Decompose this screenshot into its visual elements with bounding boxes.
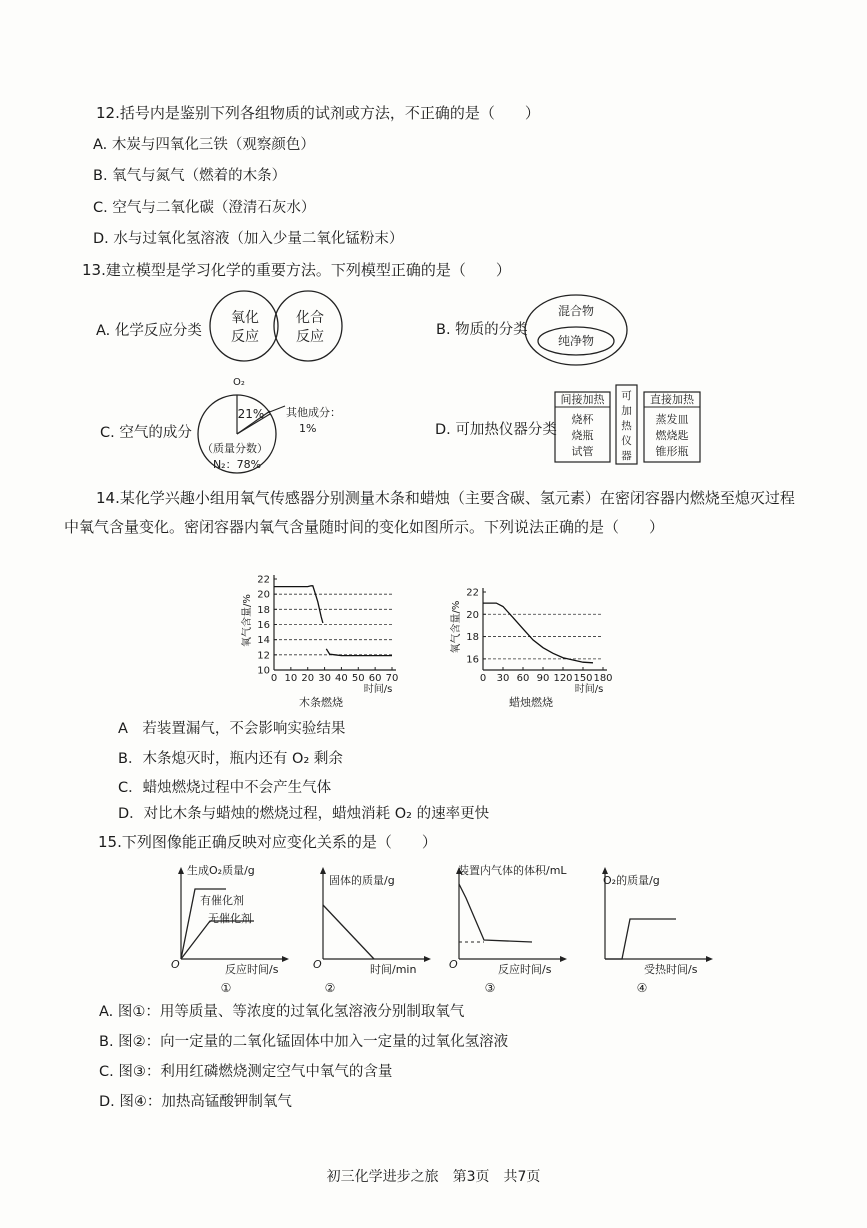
x-tick-label-10: 10: [284, 673, 298, 684]
y-tick-label-14: 14: [257, 635, 270, 647]
q14-option-d: D．对比木条与蜡烛的燃烧过程，蜡烛消耗 O₂ 的速率更快: [118, 806, 490, 822]
graph1-origin: O: [171, 958, 180, 971]
x-tick-label-30: 30: [496, 673, 510, 684]
graph2-xlabel: 时间/min: [370, 963, 417, 976]
venn-right-line2: 反应: [296, 329, 324, 345]
series-line-1: [274, 586, 323, 623]
indirect-item-2: 烧瓶: [571, 429, 594, 442]
middle-char-3: 热: [621, 420, 632, 432]
q13-b-label: B. 物质的分类: [436, 322, 528, 338]
q12-option-b: B. 氧气与氮气（燃着的木条）: [93, 168, 287, 184]
x-tick-label-50: 50: [351, 673, 365, 684]
q15-graph-4: [592, 858, 722, 996]
y-tick-label-20: 20: [257, 589, 270, 601]
pie-n2-label: N₂：78%: [212, 458, 262, 471]
q14-stem-line2: 中氧气含量变化。密闭容器内氧气含量随时间的变化如图所示。下列说法正确的是（ ）: [64, 518, 665, 536]
y-tick-label-20: 20: [466, 609, 479, 621]
middle-char-1: 可: [621, 390, 632, 402]
q13-a-label: A. 化学反应分类: [96, 323, 202, 339]
graph3-x-arrow: [560, 956, 567, 962]
q15-graph-2: [310, 858, 440, 996]
graph3-line: [459, 884, 532, 942]
q12-option-d: D. 水与过氧化氢溶液（加入少量二氧化锰粉末）: [93, 231, 404, 247]
q15-option-a: A. 图①：用等质量、等浓度的过氧化氢溶液分别制取氧气: [99, 1004, 465, 1020]
graph3-xlabel: 反应时间/s: [498, 963, 552, 976]
indirect-item-1: 烧杯: [571, 413, 594, 426]
substance-classification-diagram: [524, 294, 630, 370]
graph1-ylabel: 生成O₂质量/g: [187, 864, 255, 877]
x-axis-label: 时间/s: [363, 684, 393, 695]
x-tick-label-70: 70: [385, 673, 399, 684]
x-tick-label-30: 30: [318, 673, 331, 684]
pie-note: （质量分数）: [202, 442, 268, 455]
x-tick-label-0: 0: [479, 673, 487, 684]
graph1-without-catalyst: 无催化剂: [208, 912, 252, 925]
x-tick-label-20: 20: [301, 673, 315, 684]
heating-apparatus-diagram: [553, 383, 703, 465]
q12-option-c: C. 空气与二氧化碳（澄清石灰水）: [93, 200, 316, 216]
y-axis-label: 氧气含量/%: [242, 594, 253, 647]
combination-circle: [274, 291, 342, 361]
graph3-ylabel: 装置内气体的体积/mL: [458, 864, 567, 877]
indirect-item-3: 试管: [571, 445, 594, 458]
chart-title: 木条燃烧: [299, 696, 343, 709]
pure-substance-label: 纯净物: [557, 334, 595, 348]
graph3-number: ③: [484, 981, 496, 995]
q14-stem-line1: 14.某化学兴趣小组用氧气传感器分别测量木条和蜡烛（主要含碳、氢元素）在密闭容器内燃烧至熄灭过程: [96, 489, 795, 507]
graph1-number: ①: [220, 981, 232, 995]
y-tick-label-12: 12: [257, 650, 270, 662]
middle-char-2: 加: [621, 405, 632, 417]
q13-c-label: C. 空气的成分: [100, 425, 192, 441]
y-axis-label: 氧气含量/%: [451, 600, 462, 654]
x-tick-label-120: 120: [553, 673, 573, 684]
venn-diagram: [210, 288, 350, 368]
q15-option-d: D. 图④：加热高锰酸钾制氧气: [99, 1094, 292, 1110]
graph4-y-arrow: [602, 867, 608, 874]
graph1-y-arrow: [178, 867, 184, 874]
pie-callout-line: [267, 406, 285, 413]
direct-item-2: 燃烧匙: [655, 429, 689, 442]
graph3-origin: O: [449, 958, 458, 971]
q12-stem: 12.括号内是鉴别下列各组物质的试剂或方法，不正确的是（ ）: [96, 104, 540, 122]
graph4-ylabel: O₂的质量/g: [603, 874, 660, 887]
indirect-title: 间接加热: [560, 393, 605, 406]
pie-o2-label: O₂: [233, 377, 245, 388]
graph1-with-catalyst: 有催化剂: [200, 894, 244, 907]
middle-char-5: 器: [621, 450, 632, 462]
x-tick-label-0: 0: [270, 673, 278, 684]
y-tick-label-22: 22: [466, 587, 479, 599]
pie-other-pct: 1%: [299, 422, 317, 435]
q14-option-b: B．木条熄灭时，瓶内还有 O₂ 剩余: [118, 751, 343, 767]
y-tick-label-10: 10: [257, 665, 270, 677]
graph1-x-arrow: [282, 956, 289, 962]
x-tick-label-180: 180: [593, 673, 613, 684]
direct-item-1: 蒸发皿: [655, 413, 689, 426]
y-tick-label-22: 22: [257, 574, 270, 586]
graph2-number: ②: [324, 981, 336, 995]
x-tick-label-150: 150: [573, 673, 593, 684]
middle-char-4: 仪: [621, 435, 632, 447]
graph1-xlabel: 反应时间/s: [225, 963, 279, 976]
x-axis-label: 时间/s: [574, 684, 604, 695]
graph2-ylabel: 固体的质量/g: [329, 874, 395, 887]
graph4-line: [605, 919, 676, 959]
graph2-origin: O: [313, 958, 322, 971]
air-composition-pie: [195, 372, 355, 482]
candle-burning-chart: [450, 570, 625, 710]
pie-o2-pct: 21%: [237, 407, 265, 421]
graph2-x-arrow: [424, 956, 431, 962]
q15-stem: 15.下列图像能正确反映对应变化关系的是（ ）: [98, 833, 437, 851]
q13-d-label: D. 可加热仪器分类: [435, 422, 557, 438]
q15-option-c: C. 图③：利用红磷燃烧测定空气中氧气的含量: [99, 1064, 393, 1080]
x-tick-label-90: 90: [536, 673, 550, 684]
y-tick-label-18: 18: [257, 604, 270, 616]
direct-title: 直接加热: [650, 393, 694, 406]
graph4-x-arrow: [706, 956, 713, 962]
y-tick-label-18: 18: [466, 632, 479, 644]
y-tick-label-16: 16: [257, 620, 270, 631]
venn-left-line2: 反应: [231, 329, 259, 345]
oxidation-circle: [210, 291, 278, 361]
q14-option-a: A 若装置漏气，不会影响实验结果: [118, 721, 346, 737]
graph4-number: ④: [636, 981, 648, 995]
pie-other-label: 其他成分：: [286, 406, 341, 419]
x-tick-label-40: 40: [335, 673, 348, 684]
venn-right-line1: 化合: [296, 310, 324, 326]
q12-option-a: A. 木炭与四氧化三铁（观察颜色）: [93, 137, 315, 153]
graph2-line: [323, 905, 374, 959]
series-line-1: [483, 603, 593, 663]
q13-stem: 13.建立模型是学习化学的重要方法。下列模型正确的是（ ）: [82, 261, 511, 279]
direct-item-3: 锥形瓶: [655, 445, 689, 458]
graph2-y-arrow: [320, 867, 326, 874]
q15-option-b: B. 图②：向一定量的二氧化锰固体中加入一定量的过氧化氢溶液: [99, 1034, 509, 1050]
q15-graph-3: [446, 858, 586, 996]
x-tick-label-60: 60: [368, 673, 382, 684]
graph1-no-catalyst-line: [181, 921, 254, 959]
mixture-label: 混合物: [557, 304, 595, 318]
q14-option-c: C．蜡烛燃烧过程中不会产生气体: [118, 780, 332, 796]
chart-title: 蜡烛燃烧: [509, 696, 553, 709]
y-tick-label-16: 16: [466, 654, 479, 666]
graph4-xlabel: 受热时间/s: [644, 963, 698, 976]
q15-graph-1: [168, 858, 298, 996]
wood-burning-chart: [235, 570, 405, 710]
page-footer: 初三化学进步之旅 第3页 共7页: [326, 1169, 541, 1185]
x-tick-label-60: 60: [516, 673, 530, 684]
venn-left-line1: 氧化: [231, 310, 259, 326]
